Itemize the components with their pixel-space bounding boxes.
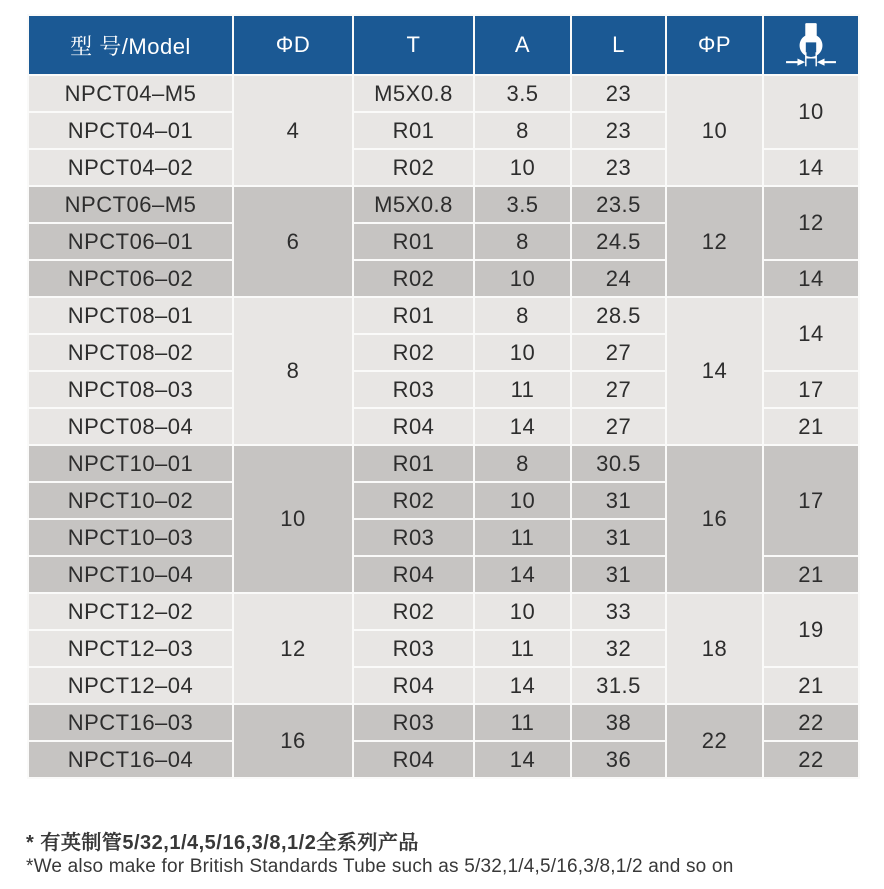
model-cell: NPCT16–04 bbox=[28, 741, 233, 778]
tube-diameter-cell: 8 bbox=[233, 297, 353, 445]
column-header-l: L bbox=[571, 15, 666, 75]
model-cell: NPCT06–02 bbox=[28, 260, 233, 297]
l-dim-cell: 24.5 bbox=[571, 223, 666, 260]
column-header-d: ΦD bbox=[233, 15, 353, 75]
footnote-chinese: * 有英制管5/32,1/4,5/16,3/8,1/2全系列产品 bbox=[26, 832, 419, 854]
a-dim-cell: 8 bbox=[474, 297, 571, 334]
model-cell: NPCT06–M5 bbox=[28, 186, 233, 223]
column-header-t: T bbox=[353, 15, 474, 75]
column-header-a: A bbox=[474, 15, 571, 75]
model-cell: NPCT04–M5 bbox=[28, 75, 233, 112]
thread-cell: R02 bbox=[353, 260, 474, 297]
tube-diameter-cell: 10 bbox=[233, 445, 353, 593]
l-dim-cell: 30.5 bbox=[571, 445, 666, 482]
model-cell: NPCT04–01 bbox=[28, 112, 233, 149]
wrench-size-cell: 21 bbox=[763, 408, 859, 445]
model-cell: NPCT08–02 bbox=[28, 334, 233, 371]
model-cell: NPCT10–04 bbox=[28, 556, 233, 593]
l-dim-cell: 38 bbox=[571, 704, 666, 741]
tube-diameter-cell: 12 bbox=[233, 593, 353, 704]
a-dim-cell: 14 bbox=[474, 741, 571, 778]
wrench-size-cell: 10 bbox=[763, 75, 859, 149]
thread-cell: R04 bbox=[353, 408, 474, 445]
wrench-size-cell: 21 bbox=[763, 667, 859, 704]
model-cell: NPCT10–01 bbox=[28, 445, 233, 482]
model-cell: NPCT16–03 bbox=[28, 704, 233, 741]
p-diameter-cell: 12 bbox=[666, 186, 763, 297]
table-row bbox=[28, 593, 859, 630]
wrench-size-cell: 14 bbox=[763, 149, 859, 186]
table-row bbox=[28, 445, 859, 482]
model-cell: NPCT08–04 bbox=[28, 408, 233, 445]
column-header-wrench bbox=[763, 15, 859, 75]
wrench-size-cell: 14 bbox=[763, 297, 859, 371]
a-dim-cell: 8 bbox=[474, 112, 571, 149]
l-dim-cell: 33 bbox=[571, 593, 666, 630]
l-dim-cell: 23 bbox=[571, 75, 666, 112]
p-diameter-cell: 10 bbox=[666, 75, 763, 186]
a-dim-cell: 10 bbox=[474, 334, 571, 371]
l-dim-cell: 27 bbox=[571, 334, 666, 371]
thread-cell: R01 bbox=[353, 223, 474, 260]
a-dim-cell: 11 bbox=[474, 371, 571, 408]
model-cell: NPCT12–02 bbox=[28, 593, 233, 630]
thread-cell: R01 bbox=[353, 297, 474, 334]
wrench-size-cell: 14 bbox=[763, 260, 859, 297]
l-dim-cell: 23 bbox=[571, 149, 666, 186]
a-dim-cell: 11 bbox=[474, 704, 571, 741]
a-dim-cell: 14 bbox=[474, 556, 571, 593]
l-dim-cell: 31.5 bbox=[571, 667, 666, 704]
wrench-size-cell: 17 bbox=[763, 371, 859, 408]
wrench-size-cell: 12 bbox=[763, 186, 859, 260]
thread-cell: R03 bbox=[353, 704, 474, 741]
table-row bbox=[28, 75, 859, 112]
thread-cell: M5X0.8 bbox=[353, 75, 474, 112]
a-dim-cell: 14 bbox=[474, 408, 571, 445]
thread-cell: R02 bbox=[353, 593, 474, 630]
table-row bbox=[28, 297, 859, 334]
table-row bbox=[28, 704, 859, 741]
l-dim-cell: 23 bbox=[571, 112, 666, 149]
a-dim-cell: 3.5 bbox=[474, 75, 571, 112]
thread-cell: M5X0.8 bbox=[353, 186, 474, 223]
column-header-p: ΦP bbox=[666, 15, 763, 75]
l-dim-cell: 24 bbox=[571, 260, 666, 297]
wrench-size-cell: 21 bbox=[763, 556, 859, 593]
a-dim-cell: 10 bbox=[474, 593, 571, 630]
model-cell: NPCT10–02 bbox=[28, 482, 233, 519]
wrench-size-cell: 22 bbox=[763, 741, 859, 778]
footnotes bbox=[26, 831, 733, 878]
wrench-flat-size-icon bbox=[764, 22, 858, 69]
thread-cell: R01 bbox=[353, 112, 474, 149]
l-dim-cell: 27 bbox=[571, 408, 666, 445]
a-dim-cell: 3.5 bbox=[474, 186, 571, 223]
thread-cell: R04 bbox=[353, 741, 474, 778]
thread-cell: R01 bbox=[353, 445, 474, 482]
model-cell: NPCT04–02 bbox=[28, 149, 233, 186]
a-dim-cell: 14 bbox=[474, 667, 571, 704]
model-cell: NPCT08–01 bbox=[28, 297, 233, 334]
wrench-size-cell: 17 bbox=[763, 445, 859, 556]
thread-cell: R03 bbox=[353, 371, 474, 408]
thread-cell: R02 bbox=[353, 334, 474, 371]
p-diameter-cell: 18 bbox=[666, 593, 763, 704]
l-dim-cell: 28.5 bbox=[571, 297, 666, 334]
l-dim-cell: 36 bbox=[571, 741, 666, 778]
spec-table bbox=[27, 14, 860, 779]
a-dim-cell: 8 bbox=[474, 445, 571, 482]
a-dim-cell: 10 bbox=[474, 149, 571, 186]
l-dim-cell: 31 bbox=[571, 519, 666, 556]
tube-diameter-cell: 16 bbox=[233, 704, 353, 778]
a-dim-cell: 8 bbox=[474, 223, 571, 260]
p-diameter-cell: 14 bbox=[666, 297, 763, 445]
column-header-model: 型 号/Model bbox=[28, 15, 233, 75]
table-row bbox=[28, 186, 859, 223]
p-diameter-cell: 16 bbox=[666, 445, 763, 593]
a-dim-cell: 10 bbox=[474, 482, 571, 519]
l-dim-cell: 23.5 bbox=[571, 186, 666, 223]
model-cell: NPCT10–03 bbox=[28, 519, 233, 556]
l-dim-cell: 31 bbox=[571, 482, 666, 519]
model-cell: NPCT08–03 bbox=[28, 371, 233, 408]
l-dim-cell: 32 bbox=[571, 630, 666, 667]
model-cell: NPCT12–04 bbox=[28, 667, 233, 704]
model-cell: NPCT06–01 bbox=[28, 223, 233, 260]
thread-cell: R02 bbox=[353, 149, 474, 186]
thread-cell: R04 bbox=[353, 667, 474, 704]
tube-diameter-cell: 6 bbox=[233, 186, 353, 297]
wrench-size-cell: 22 bbox=[763, 704, 859, 741]
thread-cell: R03 bbox=[353, 630, 474, 667]
l-dim-cell: 27 bbox=[571, 371, 666, 408]
thread-cell: R03 bbox=[353, 519, 474, 556]
a-dim-cell: 10 bbox=[474, 260, 571, 297]
a-dim-cell: 11 bbox=[474, 519, 571, 556]
thread-cell: R02 bbox=[353, 482, 474, 519]
header-row bbox=[28, 15, 859, 75]
model-cell: NPCT12–03 bbox=[28, 630, 233, 667]
wrench-size-cell: 19 bbox=[763, 593, 859, 667]
a-dim-cell: 11 bbox=[474, 630, 571, 667]
footnote-english: *We also make for British Standards Tube such as 5/32,1/4,5/16,3/8,1/2 and so on bbox=[26, 856, 734, 877]
tube-diameter-cell: 4 bbox=[233, 75, 353, 186]
l-dim-cell: 31 bbox=[571, 556, 666, 593]
p-diameter-cell: 22 bbox=[666, 704, 763, 778]
spec-table-body bbox=[28, 75, 859, 778]
thread-cell: R04 bbox=[353, 556, 474, 593]
